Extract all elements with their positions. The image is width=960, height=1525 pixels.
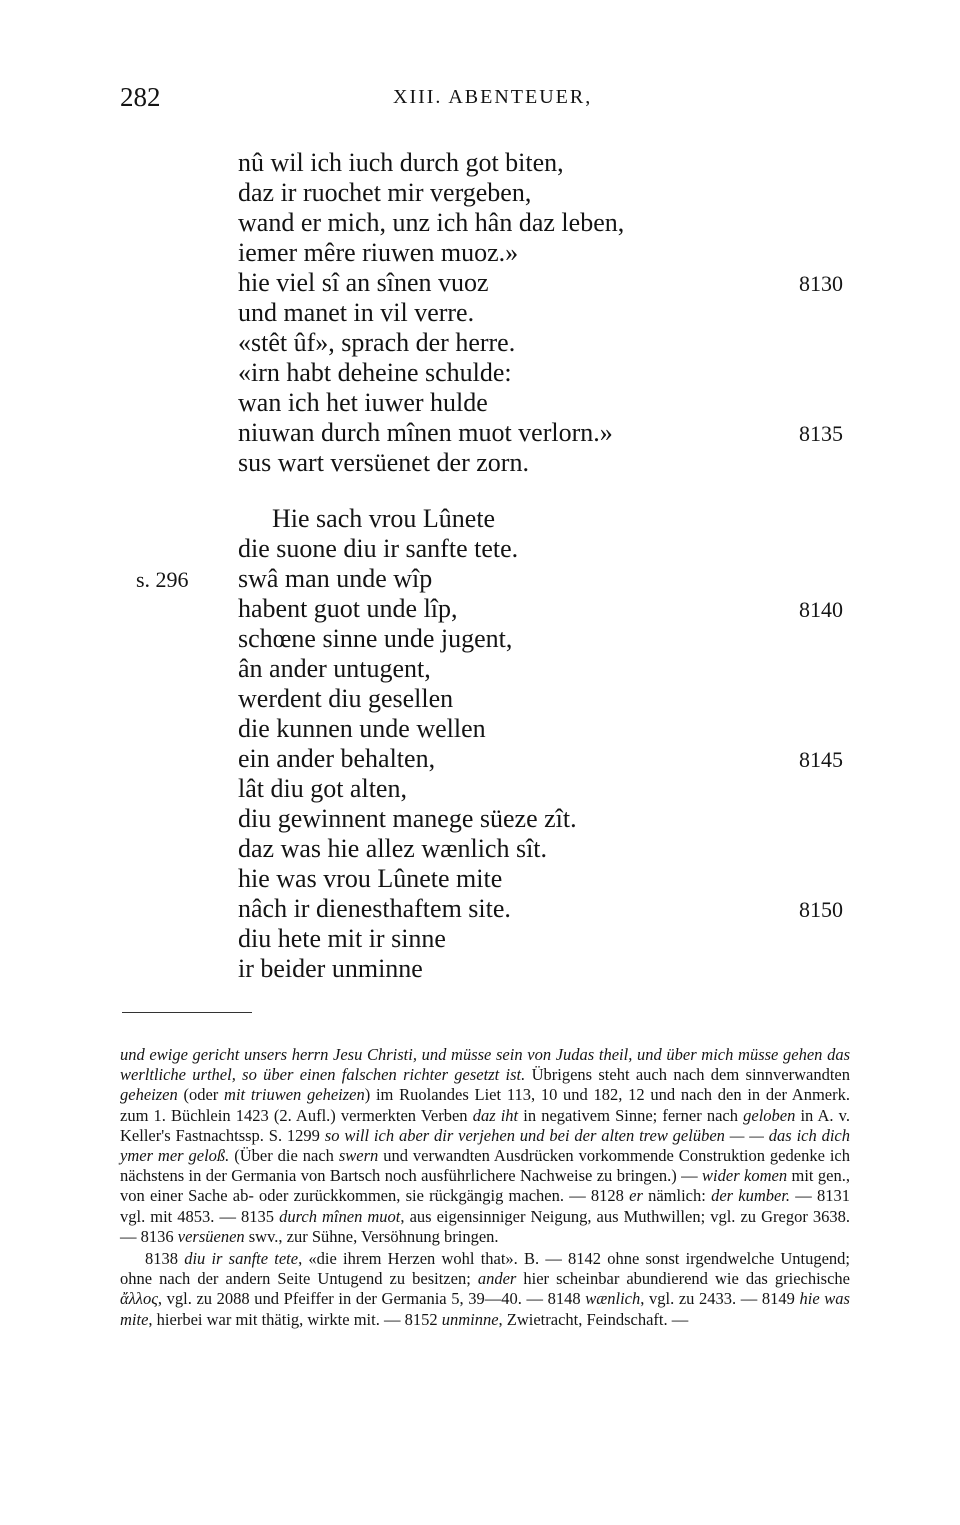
footnote-run: (oder [177, 1085, 225, 1105]
footnote-run: in negativem Sinne; ferner nach [518, 1105, 744, 1125]
footnotes [120, 1045, 850, 1330]
footnote-run: , Zwietracht, Feindschaft. — [498, 1309, 689, 1329]
margin-page-reference: s. 296 [136, 567, 189, 592]
verse-text: «irn habt deheine schulde: [238, 358, 512, 387]
line-number: 8140 [799, 597, 843, 622]
verse-text: werdent diu gesellen [238, 684, 454, 713]
line-number: 8130 [799, 271, 843, 296]
verse-text: hie viel sî an sînen vuoz [238, 268, 489, 297]
verse-text: ein ander behalten, [238, 744, 436, 773]
verse-text: ir beider unminne [238, 954, 423, 983]
line-number: 8145 [799, 747, 843, 772]
verse-line [0, 834, 960, 864]
verse-text: daz ir ruochet mir vergeben, [238, 178, 532, 207]
verse-line [0, 654, 960, 684]
verse-line [0, 504, 960, 534]
footnote-run: , aus eigensinniger Neigung, aus Muthwillen; vgl. zu Gregor 3638. — 8136 [120, 1206, 850, 1246]
verse-line [0, 624, 960, 654]
verse-text: hie was vrou Lûnete mite [238, 864, 503, 893]
verse-text: habent guot unde lîp, [238, 594, 458, 623]
page-header [0, 82, 960, 122]
footnote-italic-run: versüenen [177, 1226, 245, 1246]
verse-text: ân ander untugent, [238, 654, 431, 683]
running-head: XIII. ABENTEUER, [393, 86, 593, 108]
line-number: 8135 [799, 421, 843, 446]
verse-line [0, 684, 960, 714]
footnote-italic-run: hie was mite [120, 1289, 850, 1329]
verse-text: Hie sach vrou Lûnete [272, 504, 496, 533]
footnote-italic-run: durch mînen muot [279, 1206, 401, 1226]
footnote-run: mit gen., von einer Sache ab- oder zurückkommen, sie rückgängig machen. — 8128 [120, 1166, 850, 1206]
verse-line [0, 238, 960, 268]
verse-text: diu hete mit ir sinne [238, 924, 446, 953]
footnote-run: — 8131 vgl. mit 4853. — 8135 [120, 1186, 850, 1226]
footnote-italic-run: daz iht [472, 1105, 519, 1125]
footnote-italic-run: diu ir sanfte tete [184, 1249, 299, 1269]
verse-line [0, 388, 960, 418]
verse-text: niuwan durch mînen muot verlorn.» [238, 418, 613, 447]
line-number: 8150 [799, 897, 843, 922]
verse-text: daz was hie allez wænlich sît. [238, 834, 548, 863]
verse-text: die suone diu ir sanfte tete. [238, 534, 519, 563]
footnote-italic-run: mit triuwen geheizen [224, 1085, 365, 1105]
verse-text: diu gewinnent manege süeze zît. [238, 804, 577, 833]
footnote-run: in A. v. Keller's Fastnachtssp. S. 1299 [120, 1105, 850, 1145]
footnote-run: ) im Ruolandes Liet 113, 10 und 182, 12 und nach den in der Anmerk. zum 1. Büchlein 1423 (2. Aufl.) vermerkten Verben [120, 1085, 850, 1125]
footnote-italic-run: unminne [441, 1309, 499, 1329]
verse-line [0, 208, 960, 238]
verse-text: nâch ir dienesthaftem site. [238, 894, 511, 923]
verse-line [0, 564, 960, 594]
verse-line [0, 534, 960, 564]
verse-text: lât diu got alten, [238, 774, 407, 803]
verse-line [0, 894, 960, 924]
verse-line [0, 148, 960, 178]
footnote-paragraph-1 [120, 1045, 850, 1247]
verse-line [0, 744, 960, 774]
verse-text: nû wil ich iuch durch got biten, [238, 148, 564, 177]
verse-line [0, 448, 960, 478]
footnote-divider [122, 1012, 252, 1013]
verse-text: swâ man unde wîp [238, 564, 433, 593]
footnote-run: , «die ihrem Herzen wohl that». B. — 8142 ohne sonst irgendwelche Untugend; ohne nach der andern Seite Untugend zu besitzen; [120, 1249, 850, 1289]
footnote-run: Übrigens steht auch nach dem sinnverwandten [525, 1065, 850, 1085]
footnote-paragraph-2 [120, 1249, 850, 1330]
verse-text: schœne sinne unde jugent, [238, 624, 513, 653]
footnote-run: 8138 [145, 1249, 185, 1269]
verse-line [0, 358, 960, 388]
footnote-italic-run: er [629, 1186, 643, 1206]
footnote-italic-run: geheizen [120, 1085, 178, 1105]
verse-text: wand er mich, unz ich hân daz leben, [238, 208, 625, 237]
footnote-run: swv., zur Sühne, Versöhnung bringen. [244, 1226, 499, 1246]
verse-text: «stêt ûf», sprach der herre. [238, 328, 516, 357]
verse-text: die kunnen unde wellen [238, 714, 486, 743]
verse-text: und manet in vil verre. [238, 298, 475, 327]
footnote-italic-run: ἄλλος [120, 1289, 158, 1309]
verse-line [0, 268, 960, 298]
footnote-italic-run: geloben [743, 1105, 796, 1125]
verse-text: iemer mêre riuwen muoz.» [238, 238, 519, 267]
verse-line [0, 298, 960, 328]
footnote-run: und verwandten Ausdrücken vorkommende Construktion gedenke ich nächstens in der Germania von Bartsch noch ausführlichere Nachweise zu bringen.) — [120, 1146, 850, 1186]
verse-text: wan ich het iuwer hulde [238, 388, 488, 417]
footnote-italic-run: und ewige gericht unsers herrn Jesu Christi, und müsse sein von Judas theil, und über mich müsse gehen das werltliche urthel, so über einen falschen richter gesetzt ist. [120, 1045, 850, 1085]
footnote-italic-run: der kumber. [711, 1186, 791, 1206]
verse-line [0, 924, 960, 954]
footnote-italic-run: wænlich [585, 1289, 641, 1309]
verse-line [0, 954, 960, 984]
footnote-run: (Über die nach [229, 1146, 339, 1166]
footnote-run: nämlich: [642, 1186, 712, 1206]
page-number: 282 [120, 82, 161, 112]
verse-line [0, 714, 960, 744]
verse-line [0, 328, 960, 358]
verse-line [0, 864, 960, 894]
verse-line [0, 178, 960, 208]
verse-text: sus wart versüenet der zorn. [238, 448, 529, 477]
verse-line [0, 804, 960, 834]
verse-line [0, 774, 960, 804]
footnote-italic-run: so will ich aber dir verjehen und bei der alten trew gelüben — — das ich dich ymer mer geloß. [120, 1125, 850, 1166]
footnote-run: , vgl. zu 2433. — 8149 [640, 1289, 800, 1309]
footnote-italic-run: ander [477, 1269, 517, 1289]
footnote-run: , vgl. zu 2088 und Pfeiffer in der Germania 5, 39—40. — 8148 [157, 1289, 586, 1309]
footnote-run: , hierbei war mit thätig, wirkte mit. — 8152 [148, 1309, 442, 1329]
verse-line [0, 594, 960, 624]
footnote-italic-run: wider komen [702, 1166, 788, 1186]
verse-line [0, 418, 960, 448]
footnote-italic-run: swern [338, 1146, 379, 1166]
footnote-run: hier scheinbar abundierend wie das griechische [516, 1269, 850, 1289]
